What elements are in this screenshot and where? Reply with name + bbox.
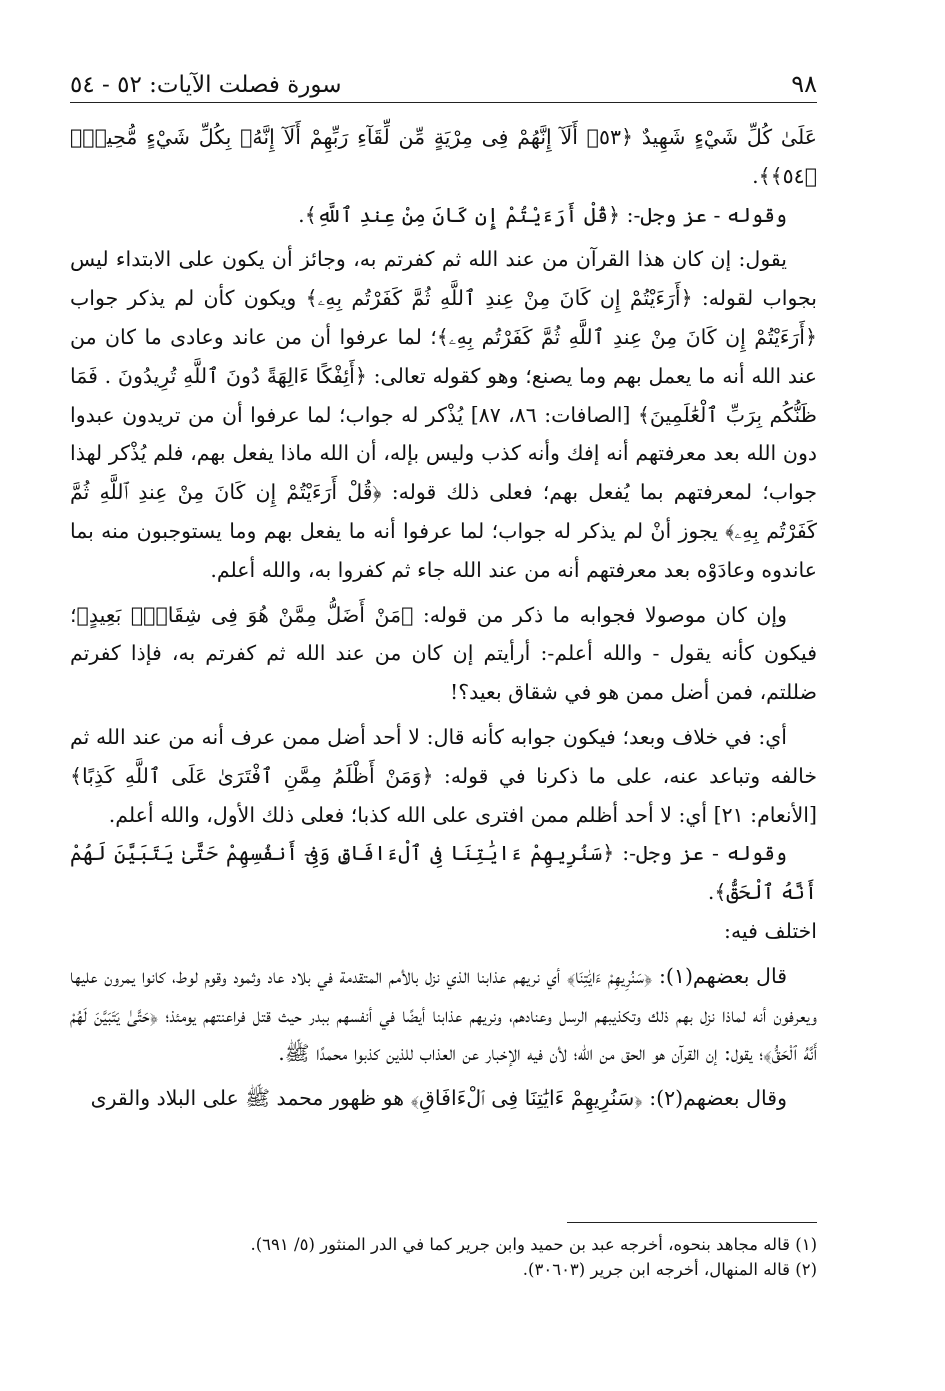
paragraph-verse-continuation: عَلَىٰ كُلِّ شَيْءٍ شَهِيدٌ ﴿٥٣﴾ أَلَآ إِنَّهُمْ فِى مِرْيَةٍ مِّن لِّقَآءِ رَبِّهِمْ أَلَآ إِنَّهُۥ بِكُلِّ شَيْءٍ مُّحِيطٌۢ ﴿٥٤﴾﴾. — [70, 125, 817, 188]
paragraph-verse-quote: وقوله - عز وجل-: ﴿سَنُرِيهِمْ ءَايَٰتِنَا فِى ٱلْءَافَاقِ وَفِىٓ أَنفُسِهِمْ حَتَّىٰ يَتَبَيَّنَ لَهُمْ أَنَّهُ ٱلْحَقُّ﴾. — [70, 841, 817, 905]
footnotes — [70, 1232, 817, 1282]
footnote: (١) قاله مجاهد بنحوه، أخرجه عبد بن حميد وابن جرير كما في الدر المنثور (٥/ ٦٩١). — [250, 1235, 817, 1254]
main-text — [70, 118, 817, 1118]
paragraph-commentary: قال بعضهم(١): ﴿سَنُرِيهِمْ ءَايَٰتِنَا﴾ أي نريهم عذابنا الذي نزل بالأمم المتقدمة في بلاد عاد وثمود وقوم لوط، كانوا يمرون عليها ويعرفون أنه لماذا نزل بهم ذلك وتكذيبهم الرسل وعنادهم، ونريهم عذابنا أيضًا في أنفسهم ببدر حيث قتل فراعنتهم يومئذ؛ ﴿حَتَّىٰ يَتَبَيَّنَ لَهُمْ أَنَّهُ ٱلْحَقُّ﴾؛ يقول: إن القرآن هو الحق من الله؛ لأن فيه الإخبار عن العذاب للذين كذبوا محمدًا ﷺ. — [70, 963, 817, 1066]
header-title: سورة فصلت الآيات: ٥٢ - ٥٤ — [70, 72, 342, 98]
paragraph-commentary: وإن كان موصولا فجوابه ما ذكر من قوله: ﴿مَنْ أَضَلُّ مِمَّنْ هُوَ فِى شِقَاقٍۭ بَعِيدٍ﴾؛ فيكون كأنه يقول - والله أعلم-: أرأيتم إن كان من عند الله ثم كفرتم به، فإذا كفرتم ضللتم، فمن أضل ممن هو في شقاق بعيد؟! — [70, 602, 817, 705]
paragraph-verse-quote: وقوله - عز وجل-: ﴿قُلْ أَرَءَيْتُمْ إِن كَانَ مِنْ عِندِ ٱللَّهِ﴾. — [298, 202, 787, 227]
paragraph-commentary: أي: في خلاف وبعد؛ فيكون جوابه كأنه قال: لا أحد أضل ممن عرف أنه من عند الله ثم خالفه وتباعد عنه، على ما ذكرنا في قوله: ﴿وَمَنْ أَظْلَمُ مِمَّنِ ٱفْتَرَىٰ عَلَى ٱللَّهِ كَذِبًا﴾ [الأنعام: ٢١] أي: لا أحد أظلم ممن افترى على الله كذبا؛ فعلى ذلك الأول، والله أعلم. — [70, 724, 817, 827]
footnote: (٢) قاله المنهال، أخرجه ابن جرير (٣٠٦٠٣). — [522, 1260, 817, 1279]
paragraph-commentary: اختلف فيه: — [724, 918, 817, 943]
paragraph-commentary: وقال بعضهم(٢): ﴿سَنُرِيهِمْ ءَايَٰتِنَا فِى ٱلْءَافَاقِ﴾ هو ظهور محمد ﷺ على البلاد والقرى — [90, 1086, 787, 1111]
paragraph-commentary: يقول: إن كان هذا القرآن من عند الله ثم كفرتم به، وجائز أن يكون على الابتداء ليس بجواب لقوله: ﴿أَرَءَيْتُمْ إِن كَانَ مِنْ عِندِ ٱللَّهِ ثُمَّ كَفَرْتُم بِهِۦ﴾ ويكون كأن لم يذكر جواب ﴿أَرَءَيْتُمْ إِن كَانَ مِنْ عِندِ ٱللَّهِ ثُمَّ كَفَرْتُم بِهِۦ﴾؛ لما عرفوا أن من عاند وعادى ما كان من عند الله أنه ما يعمل بهم وما يصنع؛ وهو كقوله تعالى: ﴿أَئِفْكًا ءَالِهَةً دُونَ ٱللَّهِ تُرِيدُونَ . فَمَا ظَنُّكُم بِرَبِّ ٱلْعَٰلَمِينَ﴾ [الصافات: ٨٦، ٨٧] يُذْكر له جواب؛ لما عرفوا أن من تريدون عبدوا دون الله بعد معرفتهم أنه إفك وأنه كذب وليس بإله، أن الله ماذا يفعل بهم، فلم يُذْكر لهذا جواب؛ لمعرفتهم بما يُفعل بهم؛ فعلى ذلك قوله: ﴿قُلْ أَرَءَيْتُمْ إِن كَانَ مِنْ عِندِ ٱللَّهِ ثُمَّ كَفَرْتُم بِهِۦ﴾ يجوز أنْ لم يذكر له جواب؛ لما عرفوا أنه ما يفعل بهم وما يستوجبون منه بما عاندوه وعادَوْه بعد معرفتهم أنه من عند الله جاء ثم كفروا به، والله أعلم. — [70, 247, 817, 582]
running-header — [70, 58, 817, 103]
page-number: ٩٨ — [791, 70, 817, 98]
footnote-divider — [567, 1222, 817, 1223]
